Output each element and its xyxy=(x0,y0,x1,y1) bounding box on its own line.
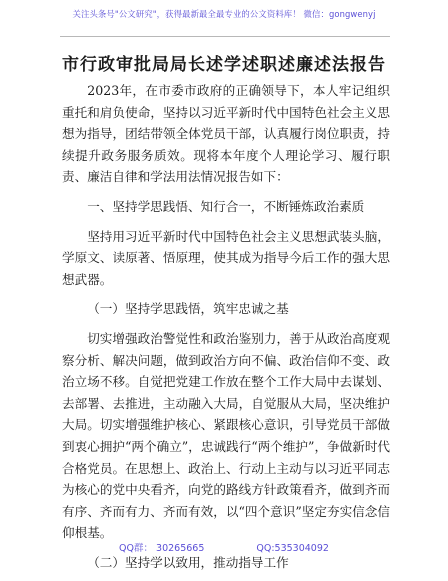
section-heading-1: 一、坚持学思践悟、知行合一，不断锤炼政治素质 xyxy=(87,198,365,214)
body-paragraph: 切实增强政治警觉性和政治鉴别力，善于从政治高度观察分析、解决问题，做到政治方向不偏、政治信仰不变、政治立场不移。自觉把党建工作放在整个工作大局中去谋划、去部署、去推进，主动融入大局，自觉服从大局，坚决维护大局。切实增强维护核心、紧跟核心意识，引导党员干部做到衷心拥护“两个确立”，忠诚践行“两个维护”，争做新时代合格党员。在思想上、政治上、行动上主动与以习近平同志为核心的党中央看齐，向党的路线方针政策看齐，做到齐而有序、齐而有力、齐而有效，以“四个意识”坚定夯实信念信仰根基。 xyxy=(62,330,391,541)
footer-qq-number: QQ:535304092 xyxy=(256,543,329,554)
header-banner: 关注头条号"公文研究"，获得最新最全最专业的公文资料库！ 微信：gongwenyj xyxy=(72,9,376,19)
subsection-heading-2: （二）坚持学以致用，推动指导工作 xyxy=(87,554,289,570)
intro-paragraph: 2023年，在市委市政府的正确领导下，本人牢记组织重托和肩负使命，坚持以习近平新时代中国特色社会主义思想为指导，团结带领全体党员干部，认真履行岗位职责，持续提升政务服务质效。现将本年度个人理论学习、履行职责、廉洁自律和学法用法情况报告如下： xyxy=(62,83,390,185)
footer-qq-group: QQ群： 30265665 xyxy=(119,543,205,554)
header-divider xyxy=(60,36,390,37)
footer-contact xyxy=(0,540,448,554)
document-body xyxy=(62,80,390,581)
document-title: 市行政审批局局长述学述职述廉述法报告 xyxy=(62,55,386,75)
body-paragraph: 坚持用习近平新时代中国特色社会主义思想武装头脑，学原文、读原著、悟原理，使其成为指导今后工作的强大思想武器。 xyxy=(62,228,390,287)
subsection-heading-1: （一）坚持学思践悟，筑牢忠诚之基 xyxy=(87,301,289,317)
